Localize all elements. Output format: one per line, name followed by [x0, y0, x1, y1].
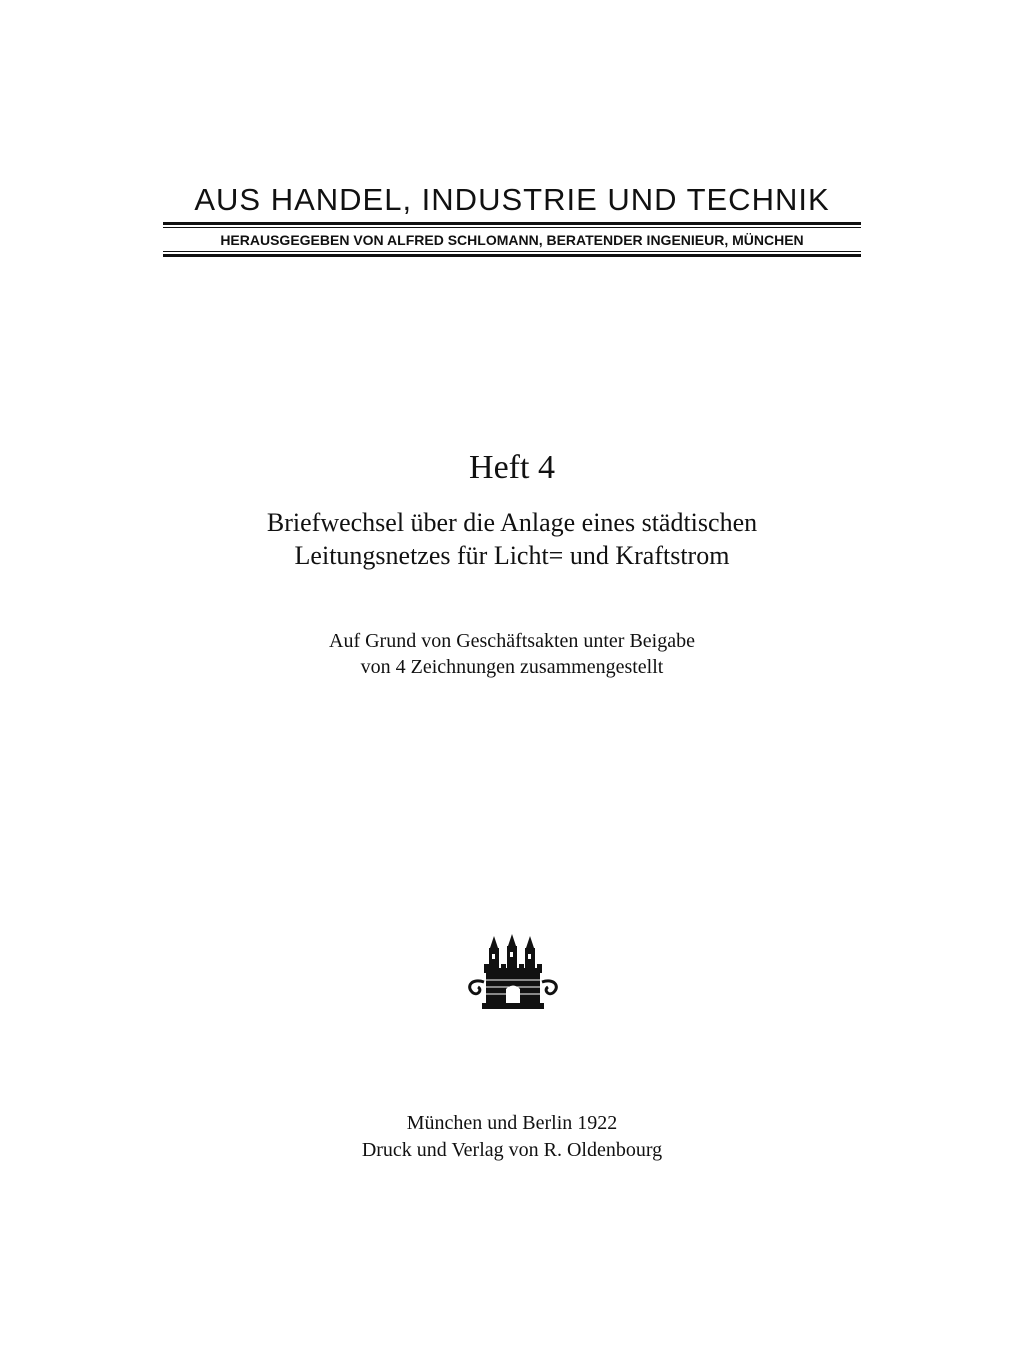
series-title: AUS HANDEL, INDUSTRIE UND TECHNIK: [194, 182, 830, 217]
volume-label: Heft 4: [469, 449, 555, 486]
header-rule-top-thick: [163, 222, 861, 225]
book-title: [0, 506, 1024, 572]
imprint-place-year: München und Berlin 1922: [406, 1112, 618, 1134]
imprint-publisher: Druck und Verlag von R. Oldenbourg: [361, 1139, 663, 1161]
publisher-castle-emblem-icon: [464, 934, 564, 1016]
book-title-line-2: Leitungsnetzes für Licht= und Kraftstrom: [294, 541, 730, 570]
book-subtitle-line-2: von 4 Zeichnungen zusammengestellt: [360, 656, 664, 678]
book-title-line-1: Briefwechsel über die Anlage eines städtischen: [266, 508, 758, 537]
header-rule-bottom-thin: [163, 251, 861, 252]
book-subtitle: [0, 628, 1024, 680]
header-rule-top-thin: [163, 227, 861, 228]
header-rule-bottom-thick: [163, 254, 861, 257]
editor-line: HERAUSGEGEBEN VON ALFRED SCHLOMANN, BERATENDER INGENIEUR, MÜNCHEN: [220, 232, 804, 248]
book-subtitle-line-1: Auf Grund von Geschäftsakten unter Beigabe: [329, 630, 695, 652]
imprint: [0, 1110, 1024, 1164]
